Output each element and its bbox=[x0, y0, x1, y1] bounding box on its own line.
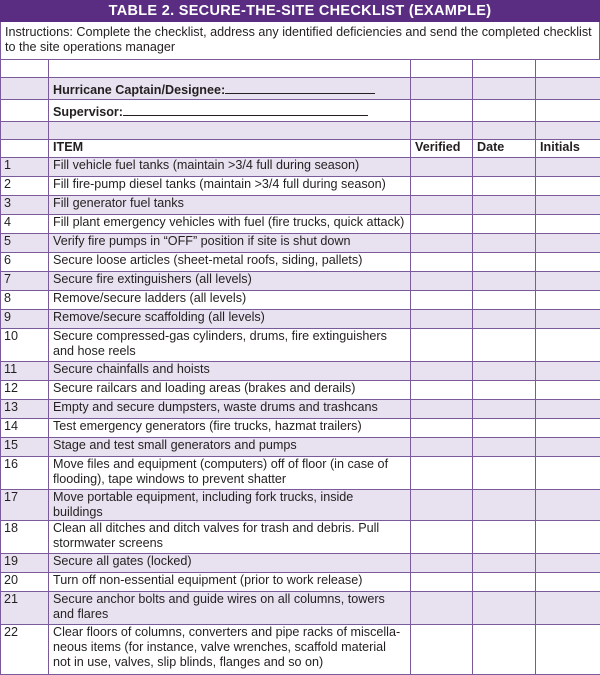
captain-signature-row bbox=[1, 78, 600, 100]
row-number: 16 bbox=[1, 457, 49, 490]
checklist-row bbox=[1, 419, 600, 438]
checklist-row bbox=[1, 158, 600, 177]
initials-cell[interactable] bbox=[536, 310, 600, 329]
row-item-text: Secure chainfalls and hoists bbox=[49, 362, 411, 381]
checklist-row bbox=[1, 329, 600, 362]
supervisor-label: Supervisor: bbox=[53, 105, 123, 119]
table-title: TABLE 2. SECURE-THE-SITE CHECKLIST (EXAMPLE) bbox=[0, 0, 600, 22]
verified-cell[interactable] bbox=[411, 215, 473, 234]
row-number: 19 bbox=[1, 554, 49, 573]
blank-row bbox=[1, 122, 600, 140]
row-number: 11 bbox=[1, 362, 49, 381]
row-item-text: Move portable equipment, including fork trucks, inside buildings bbox=[49, 490, 411, 521]
initials-cell[interactable] bbox=[536, 573, 600, 592]
verified-cell[interactable] bbox=[411, 234, 473, 253]
verified-cell[interactable] bbox=[411, 419, 473, 438]
row-item-text: Fill plant emergency vehicles with fuel (fire trucks, quick attack) bbox=[49, 215, 411, 234]
row-number: 9 bbox=[1, 310, 49, 329]
verified-cell[interactable] bbox=[411, 177, 473, 196]
initials-cell[interactable] bbox=[536, 177, 600, 196]
date-cell[interactable] bbox=[473, 419, 536, 438]
verified-cell[interactable] bbox=[411, 592, 473, 625]
verified-cell[interactable] bbox=[411, 362, 473, 381]
checklist-row bbox=[1, 457, 600, 490]
row-item-text: Fill vehicle fuel tanks (maintain >3/4 full during season) bbox=[49, 158, 411, 177]
row-item-text: Turn off non-essential equipment (prior to work release) bbox=[49, 573, 411, 592]
initials-cell[interactable] bbox=[536, 438, 600, 457]
row-number: 7 bbox=[1, 272, 49, 291]
initials-cell[interactable] bbox=[536, 329, 600, 362]
row-item-text: Secure anchor bolts and guide wires on all columns, towers and flares bbox=[49, 592, 411, 625]
supervisor-signature-row bbox=[1, 100, 600, 122]
checklist-row bbox=[1, 177, 600, 196]
initials-cell[interactable] bbox=[536, 362, 600, 381]
date-cell[interactable] bbox=[473, 215, 536, 234]
date-cell[interactable] bbox=[473, 490, 536, 521]
row-number: 14 bbox=[1, 419, 49, 438]
initials-cell[interactable] bbox=[536, 400, 600, 419]
initials-cell[interactable] bbox=[536, 457, 600, 490]
verified-cell[interactable] bbox=[411, 554, 473, 573]
verified-cell[interactable] bbox=[411, 457, 473, 490]
row-item-text: Stage and test small generators and pumps bbox=[49, 438, 411, 457]
captain-signature-line[interactable] bbox=[225, 82, 375, 94]
row-number: 13 bbox=[1, 400, 49, 419]
checklist-row bbox=[1, 310, 600, 329]
row-number: 6 bbox=[1, 253, 49, 272]
verified-cell[interactable] bbox=[411, 291, 473, 310]
checklist-row bbox=[1, 215, 600, 234]
initials-cell[interactable] bbox=[536, 419, 600, 438]
row-number: 8 bbox=[1, 291, 49, 310]
checklist-row bbox=[1, 234, 600, 253]
header-date: Date bbox=[473, 140, 536, 158]
initials-cell[interactable] bbox=[536, 554, 600, 573]
row-item-text: Verify fire pumps in “OFF” position if site is shut down bbox=[49, 234, 411, 253]
verified-cell[interactable] bbox=[411, 272, 473, 291]
date-cell[interactable] bbox=[473, 381, 536, 400]
checklist-row bbox=[1, 573, 600, 592]
initials-cell[interactable] bbox=[536, 625, 600, 675]
date-cell[interactable] bbox=[473, 234, 536, 253]
row-number: 18 bbox=[1, 521, 49, 554]
row-number: 17 bbox=[1, 490, 49, 521]
row-number: 21 bbox=[1, 592, 49, 625]
checklist-row bbox=[1, 554, 600, 573]
verified-cell[interactable] bbox=[411, 400, 473, 419]
row-item-text: Clean all ditches and ditch valves for trash and debris. Pull stormwater screens bbox=[49, 521, 411, 554]
initials-cell[interactable] bbox=[536, 381, 600, 400]
row-number: 5 bbox=[1, 234, 49, 253]
row-number: 22 bbox=[1, 625, 49, 675]
row-number: 4 bbox=[1, 215, 49, 234]
initials-cell[interactable] bbox=[536, 234, 600, 253]
date-cell[interactable] bbox=[473, 438, 536, 457]
captain-label: Hurricane Captain/Designee: bbox=[53, 83, 226, 97]
row-item-text: Fill fire-pump diesel tanks (maintain >3/4 full during season) bbox=[49, 177, 411, 196]
supervisor-signature-line[interactable] bbox=[123, 104, 368, 116]
row-item-text: Empty and secure dumpsters, waste drums and trashcans bbox=[49, 400, 411, 419]
date-cell[interactable] bbox=[473, 196, 536, 215]
date-cell[interactable] bbox=[473, 457, 536, 490]
verified-cell[interactable] bbox=[411, 253, 473, 272]
verified-cell[interactable] bbox=[411, 521, 473, 554]
checklist-row bbox=[1, 592, 600, 625]
header-verified: Verified bbox=[411, 140, 473, 158]
date-cell[interactable] bbox=[473, 291, 536, 310]
date-cell[interactable] bbox=[473, 329, 536, 362]
checklist-row bbox=[1, 362, 600, 381]
checklist-row bbox=[1, 253, 600, 272]
row-item-text: Remove/secure scaffolding (all levels) bbox=[49, 310, 411, 329]
row-item-text: Secure fire extinguishers (all levels) bbox=[49, 272, 411, 291]
checklist-table bbox=[0, 59, 600, 675]
verified-cell[interactable] bbox=[411, 329, 473, 362]
checklist-row bbox=[1, 521, 600, 554]
verified-cell[interactable] bbox=[411, 381, 473, 400]
date-cell[interactable] bbox=[473, 310, 536, 329]
row-item-text: Secure loose articles (sheet-metal roofs, siding, pallets) bbox=[49, 253, 411, 272]
date-cell[interactable] bbox=[473, 521, 536, 554]
row-number: 12 bbox=[1, 381, 49, 400]
verified-cell[interactable] bbox=[411, 196, 473, 215]
verified-cell[interactable] bbox=[411, 490, 473, 521]
row-item-text: Remove/secure ladders (all levels) bbox=[49, 291, 411, 310]
verified-cell[interactable] bbox=[411, 573, 473, 592]
row-number: 3 bbox=[1, 196, 49, 215]
row-number: 1 bbox=[1, 158, 49, 177]
verified-cell[interactable] bbox=[411, 438, 473, 457]
header-item: ITEM bbox=[49, 140, 411, 158]
date-cell[interactable] bbox=[473, 272, 536, 291]
row-number: 10 bbox=[1, 329, 49, 362]
date-cell[interactable] bbox=[473, 554, 536, 573]
checklist-row bbox=[1, 381, 600, 400]
checklist-row bbox=[1, 272, 600, 291]
date-cell[interactable] bbox=[473, 400, 536, 419]
initials-cell[interactable] bbox=[536, 196, 600, 215]
date-cell[interactable] bbox=[473, 362, 536, 381]
checklist-row bbox=[1, 196, 600, 215]
initials-cell[interactable] bbox=[536, 253, 600, 272]
row-item-text: Secure railcars and loading areas (brakes and derails) bbox=[49, 381, 411, 400]
instructions-text: Instructions: Complete the checklist, address any identified deficiencies and send the completed checklist to the site operations manager bbox=[0, 22, 600, 59]
initials-cell[interactable] bbox=[536, 490, 600, 521]
column-header-row bbox=[1, 140, 600, 158]
row-item-text: Move files and equipment (computers) off of floor (in case of flooding), tape windows to prevent shatter bbox=[49, 457, 411, 490]
checklist-row bbox=[1, 400, 600, 419]
initials-cell[interactable] bbox=[536, 215, 600, 234]
blank-row bbox=[1, 60, 600, 78]
row-item-text: Secure compressed-gas cylinders, drums, fire extinguishers and hose reels bbox=[49, 329, 411, 362]
row-item-text: Clear floors of columns, converters and pipe racks of miscella-neous items (for instance, valve wrenches, scaffold material not in use, valves, slip blinds, flanges and so on) bbox=[49, 625, 411, 675]
checklist-row bbox=[1, 438, 600, 457]
date-cell[interactable] bbox=[473, 253, 536, 272]
initials-cell[interactable] bbox=[536, 521, 600, 554]
date-cell[interactable] bbox=[473, 573, 536, 592]
verified-cell[interactable] bbox=[411, 625, 473, 675]
checklist-row bbox=[1, 490, 600, 521]
checklist-row bbox=[1, 625, 600, 675]
row-item-text: Secure all gates (locked) bbox=[49, 554, 411, 573]
row-number: 15 bbox=[1, 438, 49, 457]
date-cell[interactable] bbox=[473, 625, 536, 675]
row-number: 2 bbox=[1, 177, 49, 196]
initials-cell[interactable] bbox=[536, 158, 600, 177]
date-cell[interactable] bbox=[473, 592, 536, 625]
initials-cell[interactable] bbox=[536, 291, 600, 310]
date-cell[interactable] bbox=[473, 158, 536, 177]
row-item-text: Fill generator fuel tanks bbox=[49, 196, 411, 215]
row-item-text: Test emergency generators (fire trucks, hazmat trailers) bbox=[49, 419, 411, 438]
header-initials: Initials bbox=[536, 140, 600, 158]
date-cell[interactable] bbox=[473, 177, 536, 196]
initials-cell[interactable] bbox=[536, 272, 600, 291]
verified-cell[interactable] bbox=[411, 158, 473, 177]
verified-cell[interactable] bbox=[411, 310, 473, 329]
initials-cell[interactable] bbox=[536, 592, 600, 625]
checklist-row bbox=[1, 291, 600, 310]
row-number: 20 bbox=[1, 573, 49, 592]
